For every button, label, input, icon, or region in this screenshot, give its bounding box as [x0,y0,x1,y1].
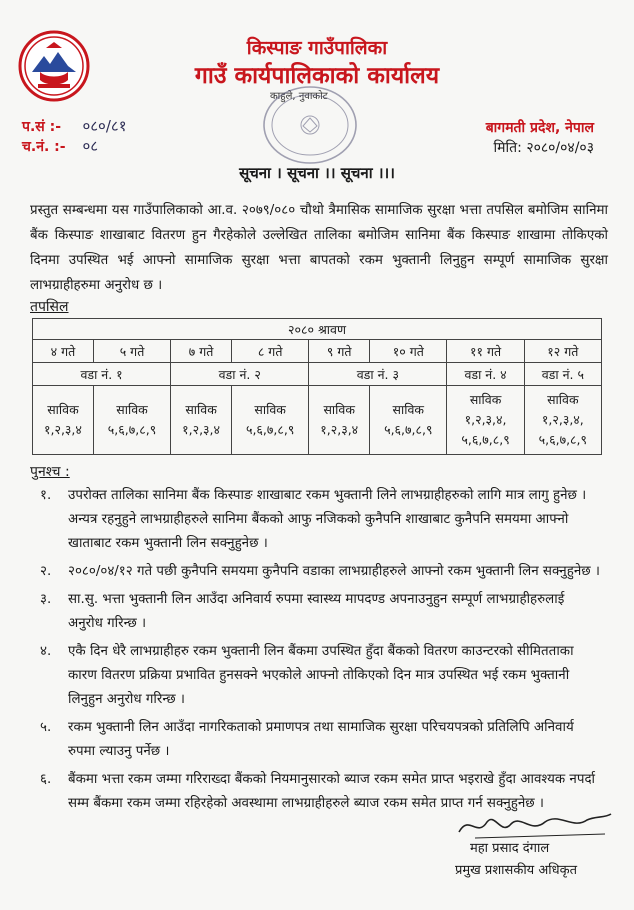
former-wards: ५,६,७,८,९ [245,422,295,437]
date-label: मिति: [493,140,522,156]
former-wards: १,२,३,४ [43,422,82,437]
day-cell: ९ गते [309,340,370,363]
former-ward-cell [524,386,601,455]
list-item-text: रकम भुक्तानी लिन आउँदा नागरिकताको प्रमाणपत्र तथा सामाजिक सुरक्षा परिचयपत्रको प्रतिलिपि अनिवार्य रुपमा ल्याउनु पर्नेछ । [68,720,574,759]
former-wards: १,२,३,४, [464,412,507,427]
list-item-text: २०८०/०४/१२ गते पछी कुनैपनि समयमा कुनैपनि वडाका लाभग्राहीहरुले आफ्नो रकम भुक्तानी लिन सक्नुहुनेछ । [68,564,600,579]
former-ward-cell [309,386,370,455]
day-cell: १२ गते [524,340,601,363]
schedule-heading: तपसिल [30,299,69,315]
former-label: साविक [469,392,502,407]
office-address: काहुले, नुवाकोट [270,91,328,102]
day-cell: ४ गते [33,340,94,363]
postscript-list [40,484,602,820]
list-item [40,484,602,556]
former-ward-cell [447,386,524,455]
former-label: साविक [47,402,79,417]
ward-cell: वडा नं. ३ [309,363,447,386]
table-row-month [33,319,602,340]
list-item-text: उपरोक्त तालिका सानिमा बैंक किस्पाङ शाखाबाट रकम भुक्तानी लिने लाभग्राहीहरुको लागि मात्र लागु हुनेछ । अन्यत्र रहनुहुने लाभग्राहीहरुले सानिमा बैंकको आफु नजिकको कुनैपनि शाखाबाट कुनैपनि समयमा आफ्नो खाताबाट रकम भुक्तानी लिन सक्नुहुनेछ । [68,488,587,551]
schedule-table [32,318,602,455]
list-item-number: ४. [40,644,52,659]
ward-cell: वडा नं. ५ [524,363,601,386]
list-item-text: एकै दिन धेरै लाभग्राहीहरु रकम भुक्तानी लिन बैंकमा उपस्थित हुँदा बैंकको वितरण काउन्टरको सीमितताका कारण वितरण प्रक्रिया प्रभावित हुनसक्ने भएकोले आफ्नो तोकिएको दिन मात्र उपस्थित भई रकम भुक्तानी लिनुहुन अनुरोध गरिन्छ । [68,644,574,707]
list-item [40,716,602,764]
former-label: साविक [185,402,217,417]
signatory-title: प्रमुख प्रशासकीय अधिकृत [455,863,578,878]
former-label: साविक [547,392,579,407]
former-label: साविक [254,402,286,417]
table-row-former-wards [33,386,602,455]
former-wards: ५,६,७,८,९ [538,432,588,447]
signatory-name: महा प्रसाद दंगाल [470,841,550,856]
former-wards: ५,६,७,८,९ [107,422,157,437]
list-item-number: ३. [40,592,52,607]
day-cell: ११ गते [447,340,524,363]
province-label: बागमती प्रदेश, नेपाल [485,120,594,136]
office-stamp-icon [255,82,365,168]
former-ward-cell [171,386,232,455]
municipality-name: किस्पाङ गाउँपालिका [246,37,388,59]
list-item-text: बैंकमा भत्ता रकम जम्मा गरिराख्दा बैंकको नियमानुसारको ब्याज रकम समेत प्राप्त भइराखे हुँदा आवश्यक नपर्दा सम्म बैंकमा रकम जम्मा रहिरहेको अवस्थामा लाभग्राहीहरुले ब्याज रकम समेत प्राप्त गर्न सक्नुहुनेछ । [68,772,596,811]
dispatch-number-row [22,136,98,156]
former-ward-cell [33,386,94,455]
former-ward-cell [93,386,170,455]
day-cell: ५ गते [93,340,170,363]
ward-cell: वडा नं. २ [171,363,309,386]
dispatch-number-label: च.नं. :- [22,139,66,155]
table-row-wards [33,363,602,386]
day-cell: ७ गते [171,340,232,363]
ref-number-row [22,116,127,136]
date-value: २०८०/०४/०३ [526,140,594,156]
ref-number-value: ०८०/८१ [82,117,127,135]
postscript-heading: पुनश्च : [30,464,70,480]
former-label: साविक [392,402,425,417]
day-cell: १० गते [370,340,447,363]
former-wards: १,२,३,४ [182,422,221,437]
former-wards: १,२,३,४ [320,422,359,437]
notice-title: सूचना । सूचना ।। सूचना ।।। [239,164,395,182]
list-item-number: २. [40,564,52,579]
office-name: गाउँ कार्यपालिकाको कार्यालय [194,63,440,89]
former-label: साविक [323,402,355,417]
list-item-text: सा.सु. भत्ता भुक्तानी लिन आउँदा अनिवार्य रुपमा स्वास्थ्य मापदण्ड अपनाउनुहुन सम्पूर्ण लाभग्राहीहरुलाई अनुरोध गरिन्छ । [68,592,565,631]
dispatch-number-value: ०८ [82,137,99,155]
ref-number-label: प.सं :- [22,119,62,135]
date-row [494,138,594,157]
list-item [40,640,602,712]
list-item [40,588,602,636]
ward-cell: वडा नं. ४ [447,363,524,386]
month-cell: २०८० श्रावण [33,319,602,340]
former-ward-cell [370,386,447,455]
intro-paragraph: प्रस्तुत सम्बन्धमा यस गाउँपालिकाको आ.व. २०७९/०८० चौथो त्रैमासिक सामाजिक सुरक्षा भत्ता तपसिल बमोजिम सानिमा बैंक किस्पाङ शाखाबाट वितरण हुन गैरहेकोले उल्लेखित तालिका बमोजिम सानिमा बैंक किस्पाङ शाखामा तोकिएको दिनमा उपस्थित भई आफ्नो सामाजिक सुरक्षा भत्ता बापतको रकम भुक्तानी लिनुहुन सम्पूर्ण सामाजिक सुरक्षा लाभग्राहीहरुमा अनुरोध छ । [30,203,608,293]
former-label: साविक [116,402,148,417]
list-item [40,560,602,584]
ward-cell: वडा नं. १ [33,363,171,386]
table-row-days [33,340,602,363]
former-wards: ५,६,७,८,९ [384,422,433,437]
list-item-number: १. [40,488,52,503]
former-wards: १,२,३,४, [541,412,584,427]
list-item-number: ६. [40,772,52,787]
day-cell: ८ गते [232,340,309,363]
former-wards: ५,६,७,८,९ [461,432,510,447]
former-ward-cell [232,386,309,455]
list-item-number: ५. [40,720,52,735]
